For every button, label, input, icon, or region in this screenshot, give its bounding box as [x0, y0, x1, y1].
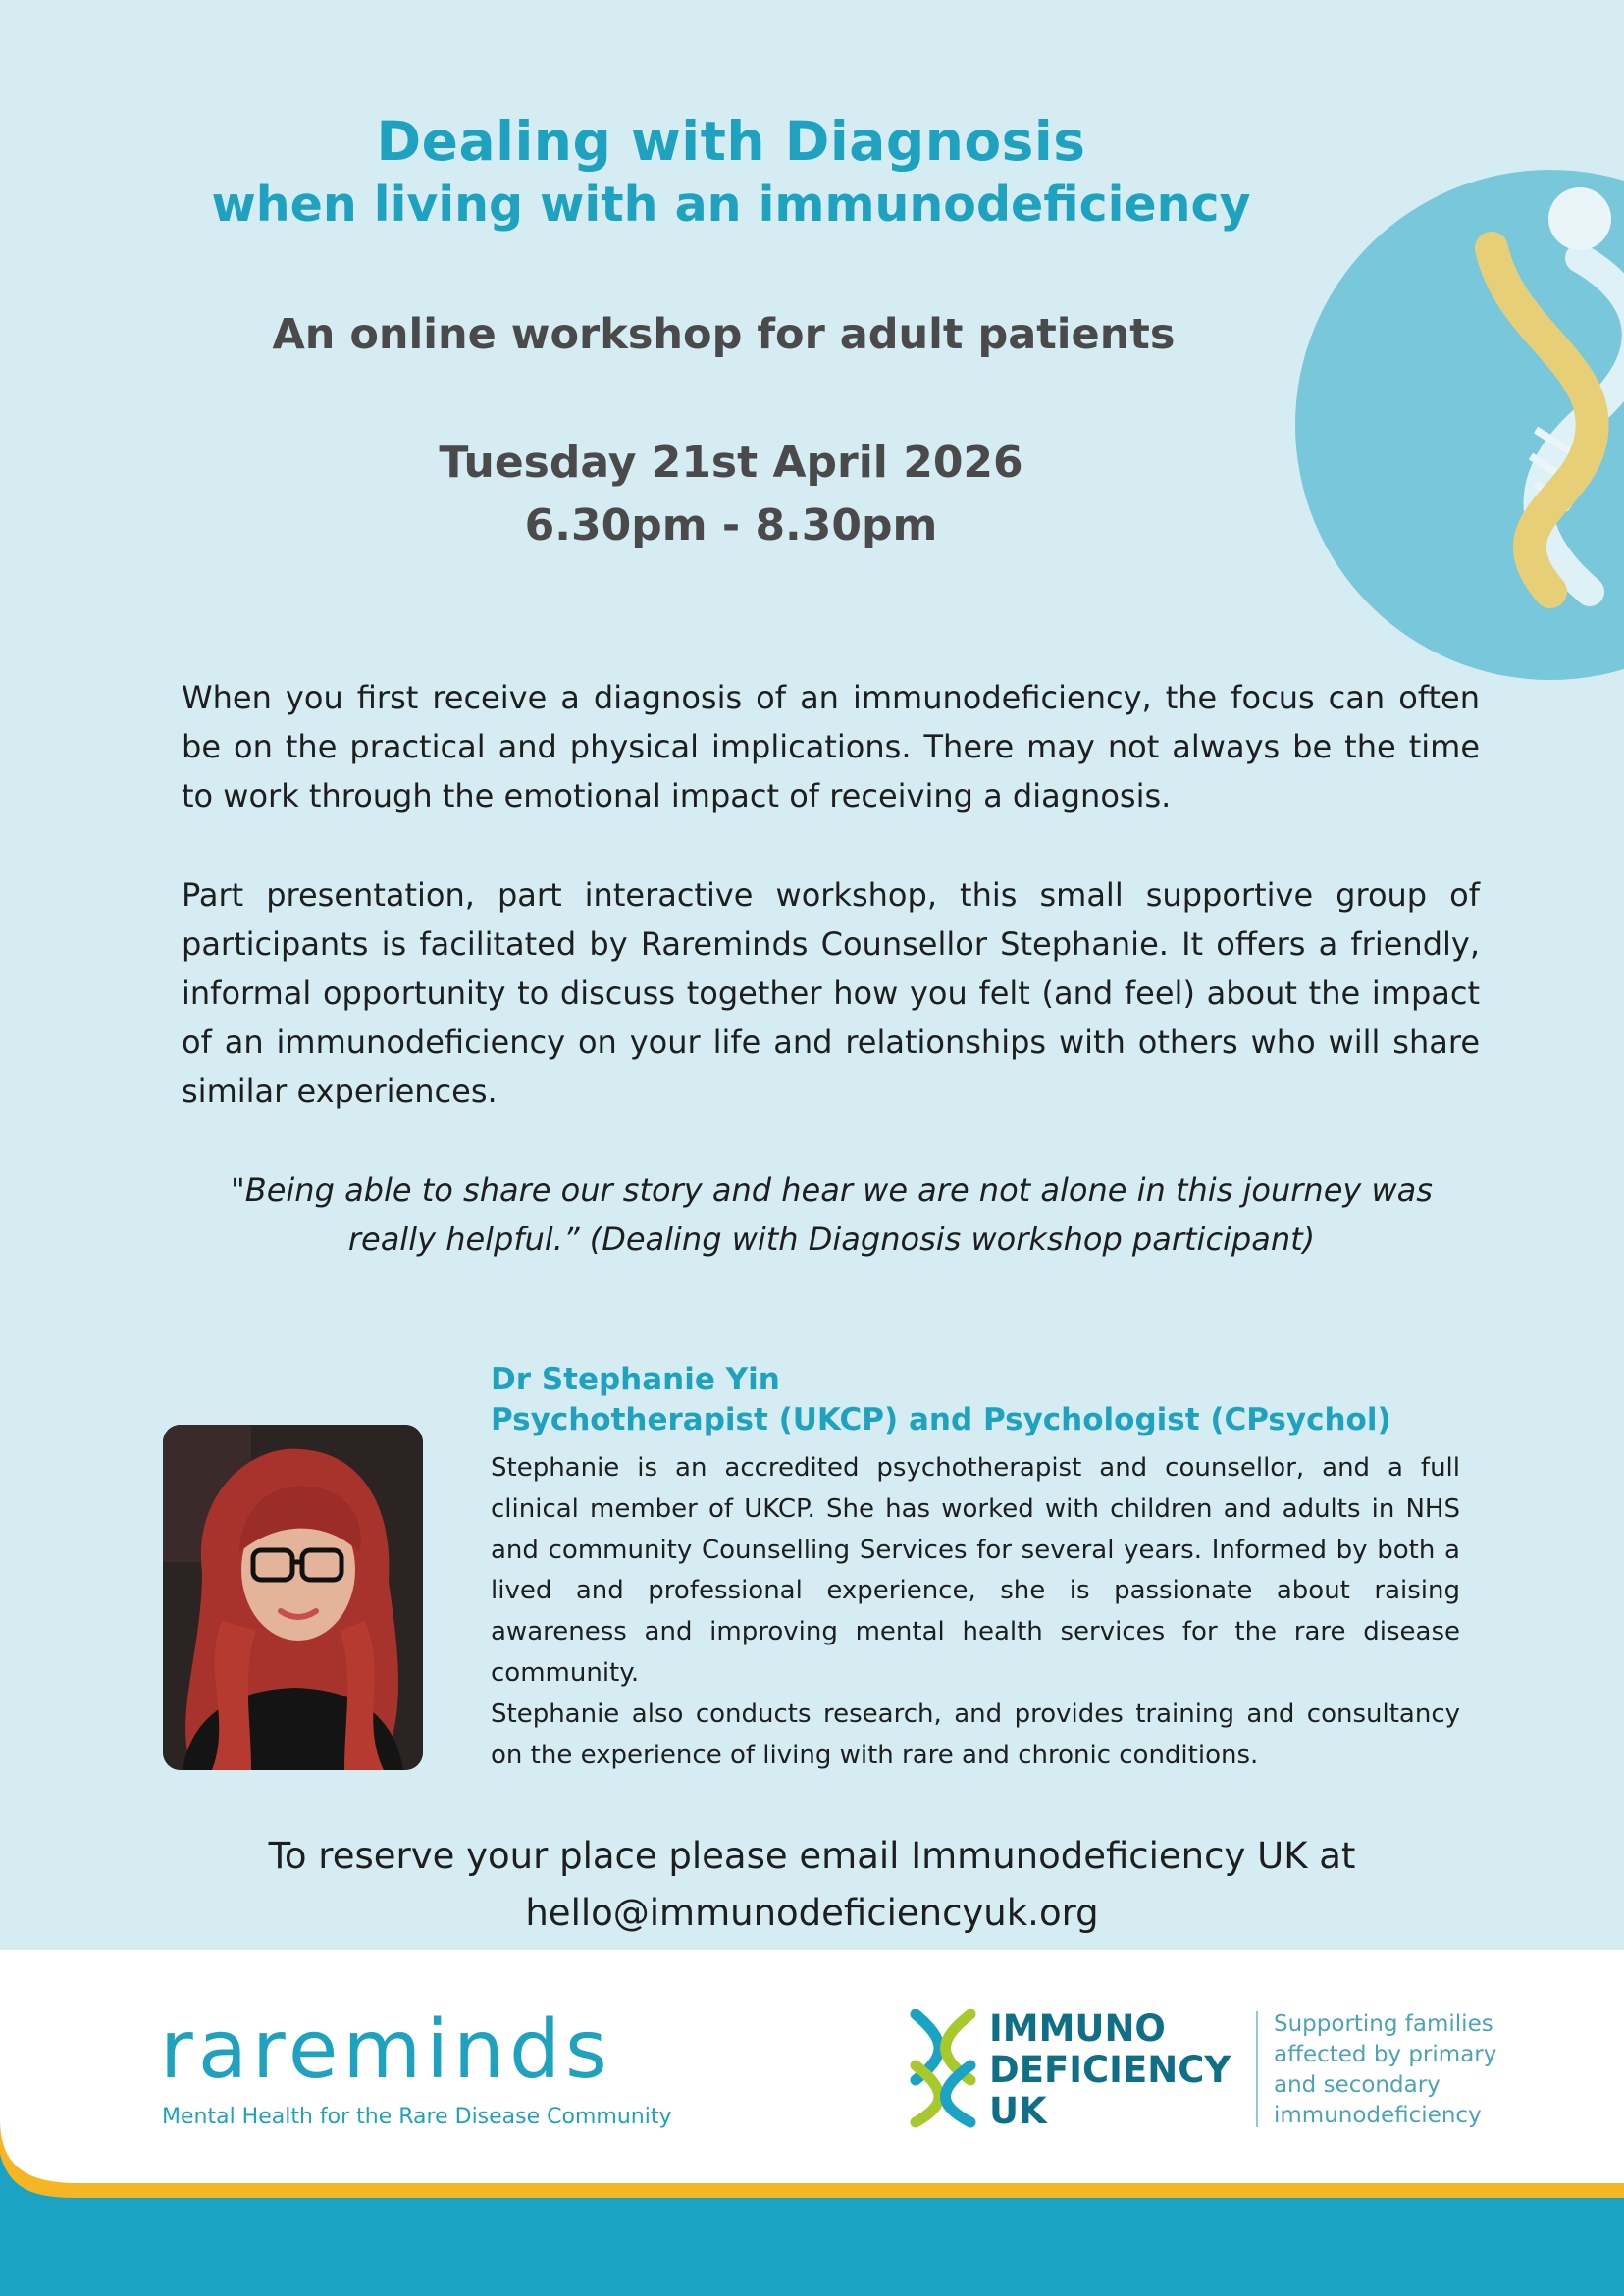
facilitator-bio-paragraph2: Stephanie also conducts research, and provides training and consultancy on the experience of living with rare and chronic conditions. [491, 1698, 1460, 1770]
idu-tagline-line: Supporting families [1274, 2011, 1493, 2037]
description-paragraph: Part presentation, part interactive workshop, this small supportive group of participants is facilitated by Rareminds Counsellor Stephanie. It offers a friendly, informal opportunity to discuss together how you felt (and feel) about the impact of an immunodeficiency on your life and relationships with others who will share similar experiences. [182, 876, 1480, 1110]
event-time: 6.30pm - 8.30pm [524, 500, 938, 550]
idu-tagline [1274, 2009, 1496, 2131]
rareminds-tagline: Mental Health for the Rare Disease Community [162, 2105, 672, 2129]
facilitator-role: Psychotherapist (UKCP) and Psychologist (CPsychol) [491, 1402, 1391, 1437]
facilitator-name: Dr Stephanie Yin [491, 1362, 780, 1397]
idu-logo-line1: IMMUNO [989, 2008, 1166, 2050]
idu-tagline-line: affected by primary [1274, 2042, 1497, 2067]
facilitator-bio [491, 1448, 1460, 1776]
idu-logo-line2: DEFICIENCY [989, 2049, 1231, 2091]
page-title: Dealing with Diagnosis [376, 110, 1086, 173]
facilitator-bio-paragraph1: Stephanie is an accredited psychotherapist and counsellor, and a full clinical member of UKCP. She has worked with children and adults in NHS and community Counselling Services for several years. Informed by both a lived and professional experience, she is passionate about raising awareness and improving mental health services for the rare disease community. [491, 1453, 1460, 1688]
reserve-instructions: To reserve your place please email Immunodeficiency UK at [268, 1835, 1356, 1877]
facilitator-photo [163, 1425, 423, 1770]
idu-logo-line3: UK [989, 2090, 1047, 2132]
event-date: Tuesday 21st April 2026 [439, 438, 1023, 488]
reserve-email-link[interactable]: hello@immunodeficiencyuk.org [525, 1892, 1099, 1934]
page-subtitle: An online workshop for adult patients [272, 310, 1176, 359]
idu-tagline-line: immunodeficiency [1274, 2103, 1482, 2128]
page-title-line2: when living with an immunodeficiency [211, 177, 1251, 233]
rareminds-logo: rareminds [160, 2004, 612, 2097]
logo-divider [1256, 2011, 1258, 2127]
dna-figure-icon [1295, 170, 1624, 680]
immunodeficiency-uk-logo-icon [908, 2007, 978, 2129]
idu-tagline-line: and secondary [1274, 2072, 1441, 2098]
participant-quote: "Being able to share our story and hear we are not alone in this journey was really helpful.” (Dealing with Diagnosis workshop participant) [231, 1172, 1433, 1258]
intro-paragraph: When you first receive a diagnosis of an immunodeficiency, the focus can often be on the practical and physical implications. There may not always be the time to work through the emotional impact of receiving a diagnosis. [182, 679, 1480, 814]
